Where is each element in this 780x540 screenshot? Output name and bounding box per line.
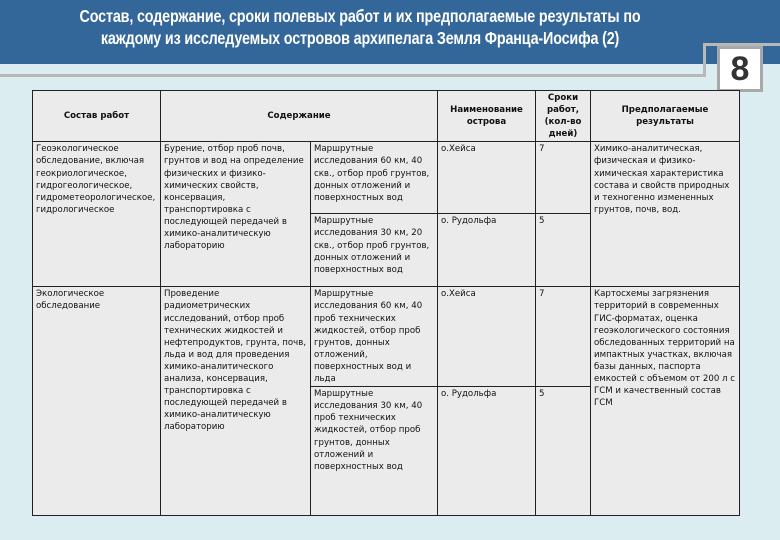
cell-days: 5: [536, 214, 591, 287]
cell-content: Бурение, отбор проб почв, грунтов и вод на определение физических и физико-химических свойств, консервация, транспортировка с последующей передачей в химико-аналитическую лабораторию: [161, 142, 311, 287]
cell-content: Проведение радиометрических исследований, отбор проб технических жидкостей и нефтепродуктов, грунта, почв, льда и вод для проведения химико-аналитического анализа, консервация, транспортировка с последующей передачей в химико-аналитическую лабораторию: [161, 287, 311, 516]
cell-detail: Маршрутные исследования 30 км, 40 проб технических жидкостей, отбор проб грунтов, донных отложений и поверхностных вод: [311, 387, 438, 516]
page-number-badge: 8: [717, 46, 763, 92]
cell-results: Химико-аналитическая, физическая и физико-химическая характеристика состава и свойств природных и техногенно измененных грунтов, почв, вод.: [591, 142, 740, 287]
header-results: Предполагаемые результаты: [591, 91, 740, 142]
header-duration: Сроки работ, (кол-во дней): [536, 91, 591, 142]
cell-days: 7: [536, 142, 591, 214]
decorative-line: [0, 74, 706, 77]
cell-detail: Маршрутные исследования 60 км, 40 скв., отбор проб грунтов, донных отложений и поверхностных вод: [311, 142, 438, 214]
cell-island: о. Рудольфа: [438, 214, 536, 287]
cell-work: Геоэкологическое обследование, включая геокриологическое, гидрогеологическое, гидрометеорологическое, гидрологическое: [33, 142, 161, 287]
header-content: Содержание: [161, 91, 438, 142]
cell-days: 5: [536, 387, 591, 516]
header-row: [33, 91, 740, 142]
title-line-1: Состав, содержание, сроки полевых работ и их предполагаемые результаты по: [79, 6, 641, 26]
cell-results: Картосхемы загрязнения территорий в современных ГИС-форматах, оценка геоэкологического состояния обследованных территорий на импактных участках, включая базы данных, паспорта емкостей с объемом от 200 л с ГСМ и качественный состав ГСМ: [591, 287, 740, 516]
header-island: Наименование острова: [438, 91, 536, 142]
cell-detail: Маршрутные исследования 30 км, 20 скв., отбор проб грунтов, донных отложений и поверхностных вод: [311, 214, 438, 287]
table-row: [33, 287, 740, 387]
decorative-line: [703, 43, 706, 77]
slide-title: [65, 5, 655, 49]
title-line-2: каждому из исследуемых островов архипелага Земля Франца-Иосифа (2): [100, 28, 620, 48]
field-work-table: [32, 90, 740, 516]
cell-island: о.Хейса: [438, 142, 536, 214]
cell-work: Экологическое обследование: [33, 287, 161, 516]
header-work: Состав работ: [33, 91, 161, 142]
cell-detail: Маршрутные исследования 60 км, 40 проб технических жидкостей, отбор проб грунтов, донных отложений, поверхностных вод и льда: [311, 287, 438, 387]
table-row: [33, 142, 740, 214]
cell-island: о. Рудольфа: [438, 387, 536, 516]
cell-days: 7: [536, 287, 591, 387]
cell-island: о.Хейса: [438, 287, 536, 387]
